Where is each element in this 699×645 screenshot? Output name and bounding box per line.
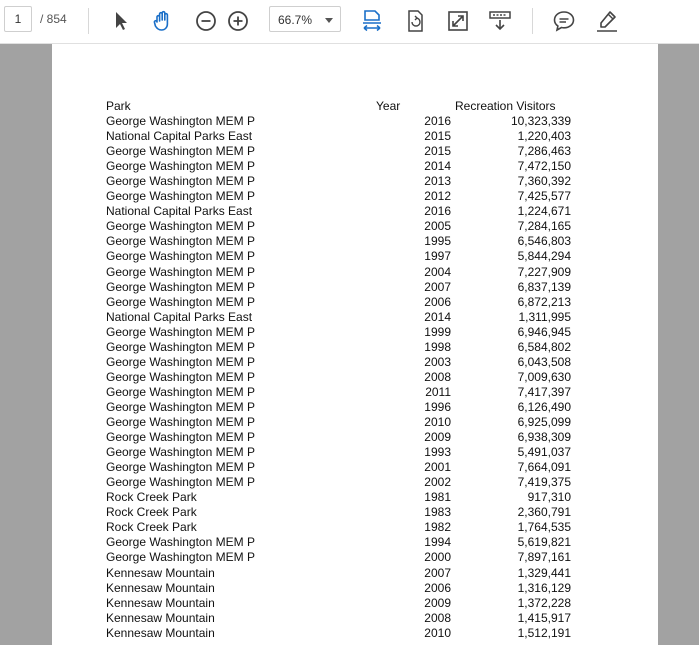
cell-park: Rock Creek Park — [106, 490, 197, 505]
cell-park: George Washington MEM P — [106, 369, 255, 384]
cell-park: George Washington MEM P — [106, 294, 255, 309]
cell-visitors: 7,664,091 — [517, 460, 571, 475]
cell-visitors: 6,584,802 — [517, 339, 571, 354]
table-row — [52, 611, 658, 626]
cell-park: National Capital Parks East — [106, 204, 253, 219]
cell-park: George Washington MEM P — [106, 174, 255, 189]
cell-park: George Washington MEM P — [106, 354, 255, 369]
cell-visitors: 1,316,129 — [517, 580, 571, 595]
comment-icon[interactable] — [552, 9, 576, 33]
table-row — [52, 310, 658, 325]
cell-park: Kennesaw Mountain — [106, 565, 215, 580]
cell-park: George Washington MEM P — [106, 264, 255, 279]
cell-visitors: 5,491,037 — [517, 445, 571, 460]
table-row — [52, 505, 658, 520]
cell-year: 2010 — [424, 625, 451, 640]
table-row — [52, 265, 658, 280]
header-park: Park — [106, 99, 131, 113]
cell-year: 2006 — [424, 580, 451, 595]
cell-year: 2016 — [424, 114, 451, 128]
pdf-page — [52, 44, 658, 645]
cell-park: George Washington MEM P — [106, 189, 255, 204]
cell-visitors: 6,837,139 — [517, 279, 571, 294]
cell-year: 2015 — [424, 144, 451, 159]
cell-park: George Washington MEM P — [106, 249, 255, 264]
cell-visitors: 5,619,821 — [517, 535, 571, 550]
cell-visitors: 7,286,463 — [517, 144, 571, 159]
cell-year: 2007 — [424, 565, 451, 580]
cell-visitors: 6,925,099 — [517, 415, 571, 429]
table-row — [52, 159, 658, 174]
cell-park: George Washington MEM P — [106, 415, 255, 429]
cell-year: 2014 — [424, 309, 451, 324]
cell-visitors: 7,360,392 — [517, 174, 571, 189]
cell-visitors: 917,310 — [527, 490, 571, 505]
cell-park: George Washington MEM P — [106, 144, 255, 159]
hand-tool-icon[interactable] — [151, 9, 175, 33]
table-row — [52, 295, 658, 310]
table-row — [52, 219, 658, 234]
cell-year: 1995 — [424, 234, 451, 249]
cell-year: 1998 — [424, 339, 451, 354]
fit-page-icon[interactable] — [360, 9, 384, 33]
table-row — [52, 114, 658, 129]
cell-year: 2006 — [424, 294, 451, 309]
cell-park: George Washington MEM P — [106, 399, 255, 414]
cell-visitors: 1,512,191 — [517, 625, 571, 640]
fullscreen-icon[interactable] — [446, 9, 470, 33]
cell-park: George Washington MEM P — [106, 430, 255, 445]
cell-year: 1982 — [424, 520, 451, 535]
table-row — [52, 581, 658, 596]
table-row — [52, 370, 658, 385]
cell-visitors: 6,946,945 — [517, 324, 571, 339]
cell-visitors: 2,360,791 — [517, 505, 571, 520]
table-row — [52, 490, 658, 505]
highlight-icon[interactable] — [595, 9, 619, 33]
select-arrow-icon[interactable] — [109, 9, 133, 33]
cell-visitors: 7,897,161 — [517, 550, 571, 565]
cell-year: 2007 — [424, 279, 451, 294]
scroll-mode-icon[interactable] — [488, 9, 512, 33]
zoom-in-icon[interactable] — [226, 9, 250, 33]
cell-park: George Washington MEM P — [106, 460, 255, 475]
toolbar-divider — [88, 8, 89, 34]
cell-year: 2009 — [424, 595, 451, 610]
header-visitors: Recreation Visitors — [455, 99, 556, 113]
zoom-dropdown[interactable] — [269, 6, 341, 32]
cell-year: 2003 — [424, 354, 451, 369]
cell-park: George Washington MEM P — [106, 234, 255, 249]
table-row — [52, 174, 658, 189]
cell-year: 2001 — [424, 460, 451, 475]
cell-park: Rock Creek Park — [106, 520, 197, 535]
table-row — [52, 520, 658, 535]
cell-year: 2008 — [424, 610, 451, 625]
table-row — [52, 325, 658, 340]
cell-park: National Capital Parks East — [106, 129, 253, 144]
page-number-input[interactable]: 1 — [4, 6, 32, 32]
cell-park: George Washington MEM P — [106, 384, 255, 399]
header-year: Year — [376, 99, 401, 113]
cell-year: 2009 — [424, 430, 451, 445]
cell-year: 1997 — [424, 249, 451, 264]
cell-park: Kennesaw Mountain — [106, 595, 215, 610]
cell-visitors: 1,372,228 — [517, 595, 571, 610]
cell-year: 2005 — [424, 219, 451, 234]
cell-park: George Washington MEM P — [106, 339, 255, 354]
cell-park: George Washington MEM P — [106, 535, 255, 550]
table-row — [52, 385, 658, 400]
cell-visitors: 7,227,909 — [517, 264, 571, 279]
cell-year: 2004 — [424, 264, 451, 279]
table-row — [52, 144, 658, 159]
cell-visitors: 6,546,803 — [517, 234, 571, 249]
cell-park: George Washington MEM P — [106, 324, 255, 339]
table-row — [52, 129, 658, 144]
table-row — [52, 249, 658, 264]
cell-visitors: 6,872,213 — [517, 294, 571, 309]
table-header — [52, 99, 658, 114]
cell-year: 1999 — [424, 324, 451, 339]
cell-visitors: 1,220,403 — [517, 129, 571, 144]
cell-park: George Washington MEM P — [106, 159, 255, 174]
cell-year: 2008 — [424, 369, 451, 384]
cell-park: George Washington MEM P — [106, 219, 255, 234]
cell-visitors: 1,415,917 — [517, 610, 571, 625]
cell-visitors: 1,764,535 — [517, 520, 571, 535]
cell-year: 2013 — [424, 174, 451, 189]
table-row — [52, 550, 658, 565]
table-row — [52, 280, 658, 295]
page-total: / 854 — [40, 12, 67, 26]
cell-park: National Capital Parks East — [106, 309, 253, 324]
cell-year: 2011 — [425, 384, 451, 399]
table-row — [52, 535, 658, 550]
table-row — [52, 596, 658, 611]
cell-year: 2012 — [424, 189, 451, 204]
cell-visitors: 1,224,671 — [517, 204, 571, 219]
cell-park: Rock Creek Park — [106, 505, 197, 520]
cell-park: Kennesaw Mountain — [106, 625, 215, 640]
cell-visitors: 7,419,375 — [517, 475, 571, 490]
cell-park: George Washington MEM P — [106, 114, 255, 128]
cell-park: George Washington MEM P — [106, 445, 255, 460]
cell-year: 1996 — [424, 399, 451, 414]
cell-park: Kennesaw Mountain — [106, 610, 215, 625]
table-row — [52, 460, 658, 475]
table-row — [52, 445, 658, 460]
cell-year: 2010 — [424, 415, 451, 429]
table-row — [52, 400, 658, 415]
cell-year: 1994 — [424, 535, 451, 550]
cell-visitors: 6,043,508 — [517, 354, 571, 369]
cell-visitors: 7,009,630 — [517, 369, 571, 384]
zoom-out-icon[interactable] — [194, 9, 218, 33]
table-row — [52, 626, 658, 641]
cell-year: 2000 — [424, 550, 451, 565]
table-row — [52, 204, 658, 219]
cell-visitors: 5,844,294 — [517, 249, 571, 264]
cell-visitors: 1,311,995 — [518, 309, 571, 324]
table-row — [52, 566, 658, 581]
toolbar-divider — [532, 8, 533, 34]
cell-visitors: 7,417,397 — [517, 384, 571, 399]
table-row — [52, 189, 658, 204]
cell-year: 1983 — [424, 505, 451, 520]
cell-year: 1993 — [424, 445, 451, 460]
cell-year: 2016 — [424, 204, 451, 219]
cell-year: 2014 — [424, 159, 451, 174]
cell-year: 2002 — [424, 475, 451, 490]
table-row — [52, 234, 658, 249]
cell-visitors: 7,425,577 — [517, 189, 571, 204]
table-row — [52, 355, 658, 370]
table-row — [52, 475, 658, 490]
cell-park: George Washington MEM P — [106, 279, 255, 294]
table-row — [52, 430, 658, 445]
cell-year: 1981 — [424, 490, 451, 505]
table-row — [52, 415, 658, 430]
cell-visitors: 6,938,309 — [517, 430, 571, 445]
cell-visitors: 1,329,441 — [517, 565, 571, 580]
cell-visitors: 10,323,339 — [510, 114, 571, 128]
table-row — [52, 340, 658, 355]
cell-park: George Washington MEM P — [106, 475, 255, 490]
document-viewer[interactable] — [0, 44, 699, 645]
chevron-down-icon — [325, 18, 333, 23]
cell-visitors: 6,126,490 — [517, 399, 571, 414]
rotate-icon[interactable] — [403, 9, 427, 33]
cell-year: 2015 — [424, 129, 451, 144]
cell-visitors: 7,284,165 — [517, 219, 571, 234]
zoom-value: 66.7% — [278, 13, 313, 27]
cell-visitors: 7,472,150 — [517, 159, 571, 174]
pdf-toolbar — [0, 0, 699, 44]
cell-park: Kennesaw Mountain — [106, 580, 215, 595]
cell-park: George Washington MEM P — [106, 550, 255, 565]
